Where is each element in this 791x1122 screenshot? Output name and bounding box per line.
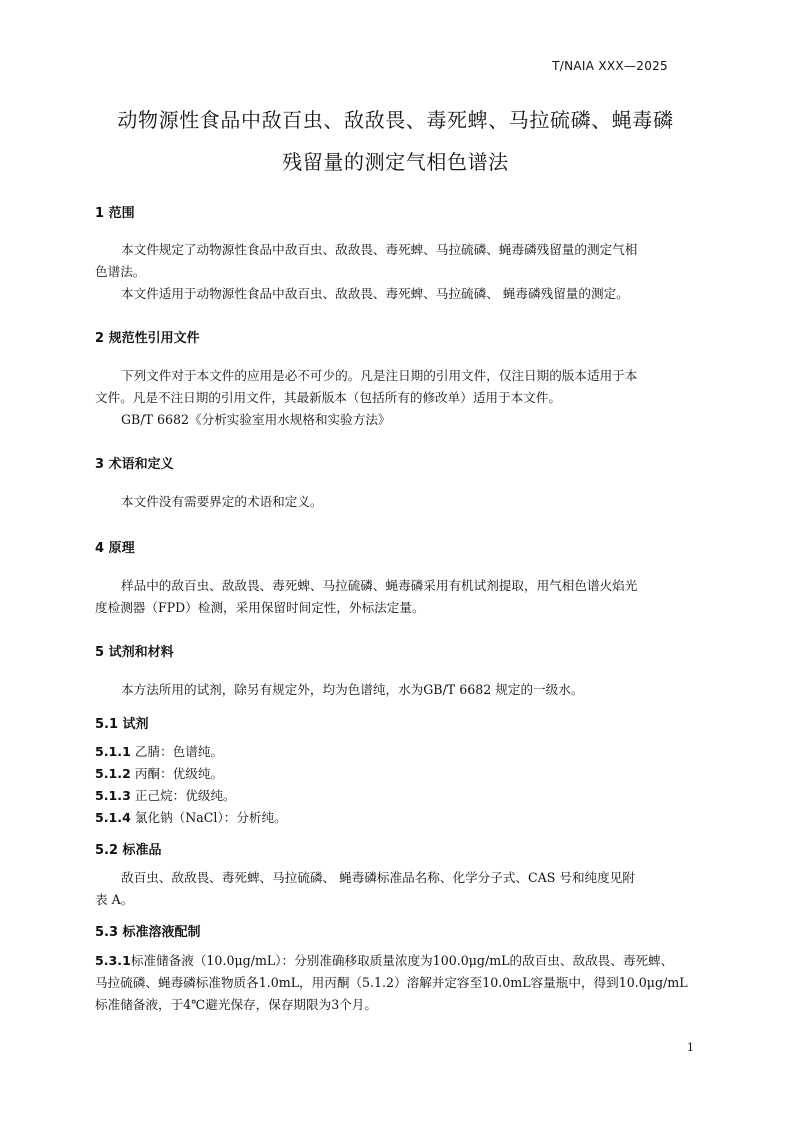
section-5-2-heading: 5.2 标准品 <box>95 843 162 858</box>
item-number: 5.1.2 <box>95 766 131 781</box>
item-text: 标准储备液（10.0μg/mL）：分别准确移取质量浓度为100.0μg/mL的敌百虫、敌敌畏、毒死蜱、 <box>130 953 674 968</box>
section-1-para-1b: 色谱法。 <box>95 264 146 279</box>
section-4-para-1b: 度检测器（FPD）检测，采用保留时间定性，外标法定量。 <box>95 600 425 615</box>
item-number: 5.3.1 <box>95 953 131 968</box>
document-code: T/NAIA XXX—2025 <box>552 59 668 73</box>
item-text: 正己烷：优级纯。 <box>134 788 236 803</box>
section-1-para-2: 本文件适用于动物源性食品中敌百虫、敌敌畏、毒死蜱、马拉硫磷、 蝇毒磷残留量的测定。 <box>121 286 629 301</box>
section-2-para-1b: 文件。凡是不注日期的引用文件，其最新版本（包括所有的修改单）适用于本文件。 <box>95 390 561 405</box>
list-item <box>95 785 697 807</box>
list-item <box>95 741 697 763</box>
section-2-para-1a: 下列文件对于本文件的应用是必不可少的。凡是注日期的引用文件，仅注日期的版本适用于本 <box>121 368 638 383</box>
section-5-1-heading: 5.1 试剂 <box>95 717 149 732</box>
section-1-para-1a: 本文件规定了动物源性食品中敌百虫、敌敌畏、毒死蜱、马拉硫磷、蝇毒磷残留量的测定气相 <box>121 242 638 257</box>
section-5-2-para-1b: 表 A。 <box>95 892 134 907</box>
item-number: 5.1.3 <box>95 788 131 803</box>
section-3-heading: 3 术语和定义 <box>95 457 174 472</box>
section-5-3-para-1c: 标准储备液，于4℃避光保存，保存期限为3个月。 <box>95 997 377 1012</box>
section-5-2-para-1a: 敌百虫、敌敌畏、毒死蜱、马拉硫磷、 蝇毒磷标准品名称、化学分子式、CAS 号和纯度见附 <box>121 870 635 885</box>
page-number: 1 <box>687 1041 694 1054</box>
item-text: 丙酮：优级纯。 <box>134 766 224 781</box>
item-text: 氯化钠（NaCl）：分析纯。 <box>134 810 287 825</box>
title-line-1: 动物源性食品中敌百虫、敌敌畏、毒死蜱、马拉硫磷、蝇毒磷 <box>117 108 674 132</box>
list-item <box>95 763 697 785</box>
section-5-heading: 5 试剂和材料 <box>95 645 174 660</box>
title-line-2: 残留量的测定气相色谱法 <box>282 150 509 174</box>
section-2-reference: GB/T 6682《分析实验室用水规格和实验方法》 <box>121 412 391 427</box>
item-number: 5.1.4 <box>95 810 131 825</box>
section-5-3-para-1b: 马拉硫磷、蝇毒磷标准物质各1.0mL，用丙酮（5.1.2）溶解并定容至10.0mL容量瓶中，得到10.0μg/mL <box>95 975 688 990</box>
section-2-heading: 2 规范性引用文件 <box>95 331 200 346</box>
section-5-para-1: 本方法所用的试剂，除另有规定外，均为色谱纯，水为GB/T 6682 规定的一级水。 <box>121 682 584 697</box>
list-item <box>95 807 697 829</box>
item-text: 乙腈：色谱纯。 <box>134 744 224 759</box>
section-4-para-1a: 样品中的敌百虫、敌敌畏、毒死蜱、马拉硫磷、蝇毒磷采用有机试剂提取，用气相色谱火焰光 <box>121 578 638 593</box>
section-1-heading: 1 范围 <box>95 206 135 221</box>
section-4-heading: 4 原理 <box>95 541 135 556</box>
item-number: 5.1.1 <box>95 744 131 759</box>
section-5-3-para-1a <box>95 950 697 972</box>
section-3-para-1: 本文件没有需要界定的术语和定义。 <box>121 494 323 509</box>
section-5-3-heading: 5.3 标准溶液配制 <box>95 925 201 940</box>
